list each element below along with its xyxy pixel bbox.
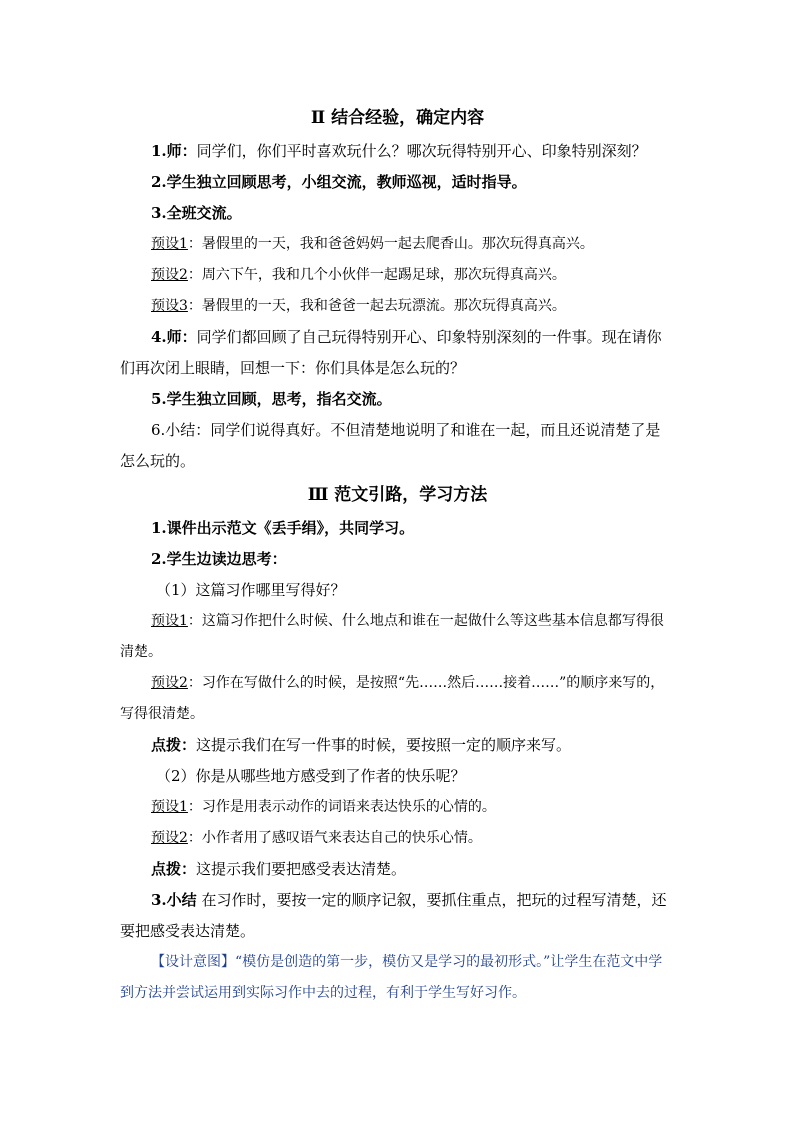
q1-tip (120, 730, 675, 761)
summary-label: 3.小结 (151, 891, 197, 909)
item-text: 同学们，你们平时喜欢玩什么？哪次玩得特别开心、印象特别深刻？ (196, 142, 647, 160)
preset-tag: 预设1 (151, 613, 188, 629)
question-2: （2）你是从哪些地方感受到了作者的快乐呢？ (156, 767, 466, 785)
q1-preset-1 (120, 606, 675, 668)
teacher-label: 1.师： (151, 142, 197, 160)
page-content (120, 100, 675, 1009)
tip-label: 点拨： (151, 736, 197, 754)
q2-tip (120, 854, 675, 885)
section-2-item-6 (120, 415, 675, 477)
q1-preset-2 (120, 668, 675, 730)
tip-text: 这提示我们在写一件事的时候，要按照一定的顺序来写。 (196, 736, 572, 754)
preset-text: ：习作是用表示动作的词语来表达快乐的心情的。 (187, 799, 496, 815)
preset-tag: 预设1 (151, 236, 188, 252)
tip-label: 点拨： (151, 860, 197, 878)
section-3-item-3 (120, 885, 675, 947)
section-3-item-2: 2.学生边读边思考： (151, 550, 287, 568)
preset-text: ：周六下午，我和几个小伙伴一起踢足球，那次玩得真高兴。 (187, 267, 566, 283)
section-2-item-1 (120, 136, 675, 167)
summary-label: 6.小结： (151, 421, 211, 439)
preset-text: ：暑假里的一天，我和爸爸一起去玩漂流。那次玩得真高兴。 (187, 298, 566, 314)
section-2-title: Ⅱ 结合经验，确定内容 (310, 108, 485, 128)
section-3-title: Ⅲ 范文引路，学习方法 (307, 485, 488, 505)
preset-2 (120, 260, 675, 291)
q2-preset-1 (120, 792, 675, 823)
preset-tag: 预设2 (151, 675, 188, 691)
section-2-item-4 (120, 322, 675, 384)
item-text: 同学们说得真好。不但清楚地说明了和谁在一起，而且还说清楚了是怎么玩的。 (120, 421, 661, 470)
preset-text: ：小作者用了感叹语气来表达自己的快乐心情。 (187, 830, 482, 846)
q2-preset-2 (120, 823, 675, 854)
tip-text: 这提示我们要把感受表达清楚。 (196, 860, 407, 878)
section-3-item-1: 1.课件出示范文《丢手绢》，共同学习。 (151, 519, 415, 537)
teacher-label: 4.师： (151, 328, 197, 346)
section-2-item-3: 3.全班交流。 (151, 204, 242, 222)
section-2-item-5: 5.学生独立回顾，思考，指名交流。 (151, 390, 392, 408)
preset-tag: 预设3 (151, 298, 188, 314)
item-text: 在习作时，要按一定的顺序记叙，要抓住重点，把玩的过程写清楚，还要把感受表达清楚。 (120, 891, 667, 940)
design-intent: 【设计意图】“模仿是创造的第一步，模仿又是学习的最初形式。”让学生在范文中学到方法并尝试运用到实际习作中去的过程，有利于学生写好习作。 (120, 954, 663, 1001)
section-2-item-2: 2.学生独立回顾思考，小组交流，教师巡视，适时指导。 (151, 173, 527, 191)
preset-text: ：习作在写做什么的时候，是按照“先……然后……接着……”的顺序来写的，写得很清楚。 (120, 675, 665, 722)
item-text: 同学们都回顾了自己玩得特别开心、印象特别深刻的一件事。现在请你们再次闭上眼睛，回想一下：你们具体是怎么玩的？ (120, 328, 662, 377)
preset-tag: 预设1 (151, 799, 188, 815)
preset-tag: 预设2 (151, 830, 188, 846)
question-1: （1）这篇习作哪里写得好？ (156, 581, 346, 599)
preset-1 (120, 229, 675, 260)
preset-3 (120, 291, 675, 322)
preset-text: ：暑假里的一天，我和爸爸妈妈一起去爬香山。那次玩得真高兴。 (187, 236, 594, 252)
preset-text: ：这篇习作把什么时候、什么地点和谁在一起做什么等这些基本信息都写得很清楚。 (120, 613, 664, 660)
preset-tag: 预设2 (151, 267, 188, 283)
